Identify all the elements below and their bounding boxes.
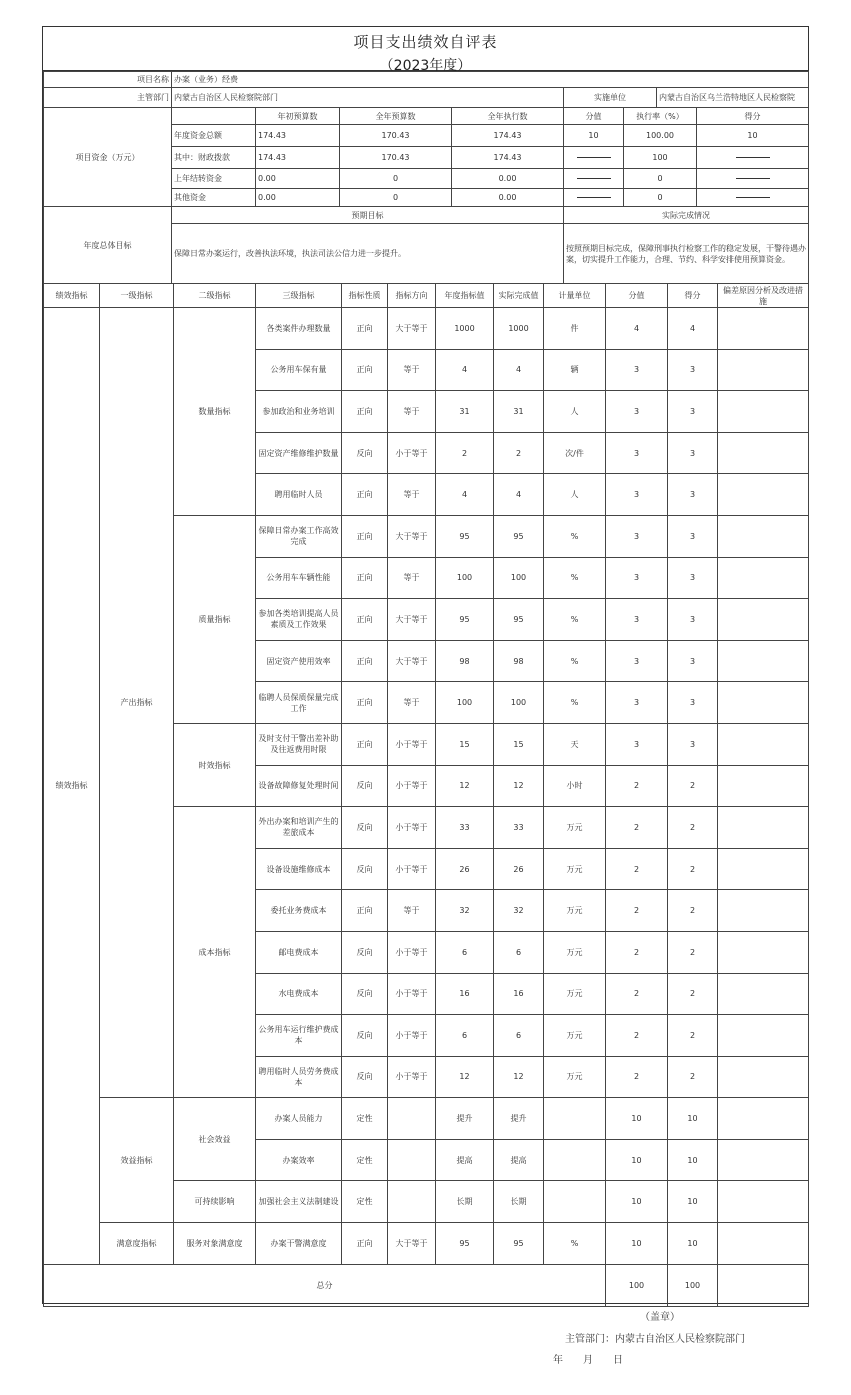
sheet-title	[43, 27, 808, 74]
annual-target: 26	[436, 848, 494, 890]
indicator-header: 二级指标	[174, 284, 256, 308]
annual-target: 提升	[436, 1098, 494, 1140]
score: 2	[606, 973, 668, 1015]
project-name-value: 办案（业务）经费	[172, 72, 809, 88]
level2-indicator: 服务对象满意度	[174, 1223, 256, 1265]
total-label: 总分	[44, 1264, 606, 1306]
indicator-nature: 反向	[342, 432, 388, 474]
indicator-direction: 大于等于	[388, 515, 436, 557]
score: 3	[606, 640, 668, 682]
level1-indicator: 产出指标	[100, 308, 174, 1098]
unit: 人	[544, 391, 606, 433]
actual-value: 100	[494, 557, 544, 599]
unit: %	[544, 1223, 606, 1265]
indicator-header: 指标性质	[342, 284, 388, 308]
level2-indicator: 数量指标	[174, 308, 256, 516]
title-year: （2023年度）	[379, 58, 472, 74]
deviation-note	[718, 308, 809, 350]
indicator-direction: 小于等于	[388, 807, 436, 849]
actual-value: 4	[494, 349, 544, 391]
score: 2	[606, 807, 668, 849]
deviation-note	[718, 1015, 809, 1057]
indicator-direction: 小于等于	[388, 848, 436, 890]
indicator-header: 绩效指标	[44, 284, 100, 308]
level1-indicator: 效益指标	[100, 1098, 174, 1223]
level3-indicator: 参加政治和业务培训	[256, 391, 342, 433]
actual-result-label: 实际完成情况	[564, 207, 809, 224]
unit: %	[544, 557, 606, 599]
indicator-header: 一级指标	[100, 284, 174, 308]
level2-indicator: 质量指标	[174, 515, 256, 723]
deviation-note	[718, 973, 809, 1015]
got-score: 2	[668, 807, 718, 849]
level3-indicator: 参加各类培训提高人员素质及工作效果	[256, 599, 342, 641]
impl-label: 实施单位	[564, 88, 657, 108]
indicator-direction: 小于等于	[388, 723, 436, 765]
actual-value: 32	[494, 890, 544, 932]
actual-value: 33	[494, 807, 544, 849]
level3-indicator: 各类案件办理数量	[256, 308, 342, 350]
indicator-direction: 小于等于	[388, 432, 436, 474]
deviation-note	[718, 640, 809, 682]
unit: 次/件	[544, 432, 606, 474]
funds-header: 得分	[697, 108, 809, 125]
indicator-direction: 小于等于	[388, 1056, 436, 1098]
indicator-direction: 小于等于	[388, 1015, 436, 1057]
funds-cell: 174.43	[256, 125, 340, 147]
evaluation-sheet	[42, 26, 809, 1304]
funds-cell	[697, 169, 809, 189]
funds-cell	[564, 147, 624, 169]
level3-indicator: 公务用车车辆性能	[256, 557, 342, 599]
score: 10	[606, 1098, 668, 1140]
indicator-nature: 反向	[342, 1056, 388, 1098]
indicator-nature: 反向	[342, 848, 388, 890]
indicator-nature: 正向	[342, 682, 388, 724]
score: 10	[606, 1181, 668, 1223]
got-score: 3	[668, 599, 718, 641]
score: 2	[606, 931, 668, 973]
funds-cell: 0	[624, 189, 697, 207]
got-score: 10	[668, 1139, 718, 1181]
actual-value: 26	[494, 848, 544, 890]
indicator-nature: 正向	[342, 349, 388, 391]
level3-indicator: 临聘人员保质保量完成工作	[256, 682, 342, 724]
score: 2	[606, 765, 668, 807]
unit: 万元	[544, 848, 606, 890]
actual-value: 6	[494, 1015, 544, 1057]
actual-value: 95	[494, 515, 544, 557]
got-score: 3	[668, 474, 718, 516]
funds-cell: 0.00	[452, 169, 564, 189]
annual-target: 100	[436, 682, 494, 724]
funds-row-label: 其他资金	[172, 189, 256, 207]
got-score: 2	[668, 890, 718, 932]
score: 4	[606, 308, 668, 350]
unit	[544, 1181, 606, 1223]
indicator-direction: 大于等于	[388, 599, 436, 641]
actual-value: 31	[494, 391, 544, 433]
score: 3	[606, 682, 668, 724]
unit: 万元	[544, 931, 606, 973]
actual-value: 12	[494, 1056, 544, 1098]
score: 2	[606, 1015, 668, 1057]
score: 2	[606, 1056, 668, 1098]
indicator-direction: 大于等于	[388, 640, 436, 682]
unit: 件	[544, 308, 606, 350]
annual-target: 12	[436, 765, 494, 807]
indicator-nature: 正向	[342, 723, 388, 765]
level3-indicator: 保障日常办案工作高效完成	[256, 515, 342, 557]
deviation-note	[718, 1139, 809, 1181]
got-score: 3	[668, 515, 718, 557]
deviation-note	[718, 931, 809, 973]
funds-cell	[697, 189, 809, 207]
indicator-nature: 正向	[342, 391, 388, 433]
level2-indicator: 可持续影响	[174, 1181, 256, 1223]
level1-indicator: 满意度指标	[100, 1223, 174, 1265]
indicator-nature: 定性	[342, 1098, 388, 1140]
annual-target: 4	[436, 474, 494, 516]
deviation-note	[718, 848, 809, 890]
score: 3	[606, 349, 668, 391]
indicator-direction: 等于	[388, 474, 436, 516]
annual-goal-label: 年度总体目标	[44, 207, 172, 284]
level3-indicator: 设备故障修复处理时间	[256, 765, 342, 807]
level3-indicator: 委托业务费成本	[256, 890, 342, 932]
indicator-direction: 等于	[388, 682, 436, 724]
score: 3	[606, 432, 668, 474]
indicator-direction: 等于	[388, 557, 436, 599]
indicator-direction	[388, 1181, 436, 1223]
deviation-note	[718, 474, 809, 516]
score: 3	[606, 391, 668, 433]
actual-result-text: 按照预期目标完成，保障刑事执行检察工作的稳定发展，干警待遇办案，切实提升工作能力，合理、节约、科学安排使用预算资金。	[564, 224, 809, 284]
indicator-nature: 反向	[342, 931, 388, 973]
actual-value: 95	[494, 599, 544, 641]
indicator-header-row	[44, 284, 809, 308]
total-row	[44, 1264, 809, 1306]
funds-header: 执行率（%）	[624, 108, 697, 125]
got-score: 4	[668, 308, 718, 350]
funds-row-label: 上年结转资金	[172, 169, 256, 189]
funds-header: 年初预算数	[256, 108, 340, 125]
funds-cell: 0.00	[256, 189, 340, 207]
indicator-direction: 等于	[388, 890, 436, 932]
indicator-header: 三级指标	[256, 284, 342, 308]
indicator-row	[44, 308, 809, 350]
got-score: 2	[668, 765, 718, 807]
actual-value: 16	[494, 973, 544, 1015]
level3-indicator: 加强社会主义法制建设	[256, 1181, 342, 1223]
indicator-nature: 正向	[342, 474, 388, 516]
unit: 人	[544, 474, 606, 516]
level3-indicator: 聘用临时人员	[256, 474, 342, 516]
got-score: 2	[668, 848, 718, 890]
funds-cell: 10	[697, 125, 809, 147]
score: 3	[606, 599, 668, 641]
indicator-nature: 正向	[342, 515, 388, 557]
got-score: 2	[668, 1015, 718, 1057]
got-score: 3	[668, 349, 718, 391]
funds-header: 全年执行数	[452, 108, 564, 125]
got-score: 10	[668, 1181, 718, 1223]
indicator-nature: 正向	[342, 890, 388, 932]
indicator-direction: 等于	[388, 391, 436, 433]
level3-indicator: 邮电费成本	[256, 931, 342, 973]
got-score: 3	[668, 391, 718, 433]
funds-cell: 174.43	[452, 125, 564, 147]
score: 3	[606, 515, 668, 557]
got-score: 10	[668, 1223, 718, 1265]
footer-date: 年 月 日	[553, 1355, 623, 1366]
annual-target: 32	[436, 890, 494, 932]
unit: 万元	[544, 973, 606, 1015]
deviation-note	[718, 557, 809, 599]
indicator-header: 分值	[606, 284, 668, 308]
indicator-nature: 正向	[342, 308, 388, 350]
level3-indicator: 办案效率	[256, 1139, 342, 1181]
score: 10	[606, 1223, 668, 1265]
indicator-table	[43, 283, 809, 1307]
got-score: 2	[668, 931, 718, 973]
annual-target: 12	[436, 1056, 494, 1098]
annual-target: 31	[436, 391, 494, 433]
expected-goal-text: 保障日常办案运行，改善执法环境，执法司法公信力进一步提升。	[172, 224, 564, 284]
deviation-note	[718, 432, 809, 474]
unit: %	[544, 682, 606, 724]
indicator-nature: 定性	[342, 1139, 388, 1181]
indicator-header: 得分	[668, 284, 718, 308]
got-score: 3	[668, 723, 718, 765]
level3-indicator: 办案干警满意度	[256, 1223, 342, 1265]
annual-target: 1000	[436, 308, 494, 350]
indicator-nature: 反向	[342, 1015, 388, 1057]
indicator-nature: 定性	[342, 1181, 388, 1223]
funds-cell: 10	[564, 125, 624, 147]
actual-value: 15	[494, 723, 544, 765]
funds-cell: 0	[624, 169, 697, 189]
level3-indicator: 固定资产使用效率	[256, 640, 342, 682]
got-score: 3	[668, 432, 718, 474]
deviation-note	[718, 723, 809, 765]
indicator-header: 计量单位	[544, 284, 606, 308]
got-score: 2	[668, 1056, 718, 1098]
deviation-note	[718, 1181, 809, 1223]
funds-header: 分值	[564, 108, 624, 125]
funds-row-label: 其中：财政拨款	[172, 147, 256, 169]
unit	[544, 1098, 606, 1140]
funds-cell: 0.00	[256, 169, 340, 189]
indicator-direction: 等于	[388, 349, 436, 391]
annual-target: 2	[436, 432, 494, 474]
score: 2	[606, 848, 668, 890]
funds-row-label: 年度资金总额	[172, 125, 256, 147]
funds-cell: 0	[340, 169, 452, 189]
actual-value: 95	[494, 1223, 544, 1265]
got-score: 3	[668, 557, 718, 599]
actual-value: 长期	[494, 1181, 544, 1223]
actual-value: 4	[494, 474, 544, 516]
funds-cell: 0	[340, 189, 452, 207]
impl-value: 内蒙古自治区乌兰浩特地区人民检察院	[657, 88, 809, 108]
funds-cell: 100	[624, 147, 697, 169]
indicator-nature: 正向	[342, 557, 388, 599]
deviation-note	[718, 349, 809, 391]
level3-indicator: 固定资产维修维护数量	[256, 432, 342, 474]
unit: %	[544, 640, 606, 682]
annual-target: 6	[436, 931, 494, 973]
indicator-header: 实际完成值	[494, 284, 544, 308]
indicator-direction: 小于等于	[388, 765, 436, 807]
deviation-note	[718, 1098, 809, 1140]
funds-cell: 100.00	[624, 125, 697, 147]
got-score: 10	[668, 1098, 718, 1140]
annual-target: 4	[436, 349, 494, 391]
deviation-note	[718, 682, 809, 724]
level3-indicator: 水电费成本	[256, 973, 342, 1015]
unit: 小时	[544, 765, 606, 807]
dept-value: 内蒙古自治区人民检察院部门	[172, 88, 564, 108]
deviation-note	[718, 1223, 809, 1265]
unit: 万元	[544, 1015, 606, 1057]
indicator-direction: 小于等于	[388, 973, 436, 1015]
level3-indicator: 公务用车运行维护费成本	[256, 1015, 342, 1057]
annual-target: 16	[436, 973, 494, 1015]
indicator-direction: 大于等于	[388, 308, 436, 350]
annual-target: 15	[436, 723, 494, 765]
indicator-direction	[388, 1139, 436, 1181]
level3-indicator: 外出办案和培训产生的差旅成本	[256, 807, 342, 849]
actual-value: 提高	[494, 1139, 544, 1181]
indicator-header: 偏差原因分析及改进措施	[718, 284, 809, 308]
score: 3	[606, 557, 668, 599]
got-score: 3	[668, 640, 718, 682]
annual-target: 95	[436, 599, 494, 641]
funds-table	[43, 71, 809, 284]
indicator-nature: 反向	[342, 765, 388, 807]
indicator-direction: 大于等于	[388, 1223, 436, 1265]
footer-dept: 主管部门：内蒙古自治区人民检察院部门	[565, 1334, 745, 1345]
funds-cell	[564, 169, 624, 189]
dept-label: 主管部门	[44, 88, 172, 108]
total-got: 100	[668, 1264, 718, 1306]
funds-group-label: 项目资金（万元）	[44, 108, 172, 207]
actual-value: 98	[494, 640, 544, 682]
score: 3	[606, 474, 668, 516]
annual-target: 长期	[436, 1181, 494, 1223]
deviation-note	[718, 515, 809, 557]
indicator-row	[44, 1223, 809, 1265]
unit: 天	[544, 723, 606, 765]
actual-value: 2	[494, 432, 544, 474]
got-score: 3	[668, 682, 718, 724]
funds-cell	[697, 147, 809, 169]
funds-cell: 174.43	[452, 147, 564, 169]
title-text: 项目支出绩效自评表	[353, 33, 498, 51]
indicator-nature: 反向	[342, 807, 388, 849]
total-score: 100	[606, 1264, 668, 1306]
level2-indicator: 成本指标	[174, 807, 256, 1098]
funds-cell: 170.43	[340, 125, 452, 147]
indicator-nature: 正向	[342, 640, 388, 682]
actual-value: 6	[494, 931, 544, 973]
deviation-note	[718, 765, 809, 807]
annual-target: 33	[436, 807, 494, 849]
level2-indicator: 时效指标	[174, 723, 256, 806]
indicator-nature: 正向	[342, 1223, 388, 1265]
score: 2	[606, 890, 668, 932]
annual-target: 98	[436, 640, 494, 682]
indicator-header: 年度指标值	[436, 284, 494, 308]
actual-value: 100	[494, 682, 544, 724]
unit: %	[544, 515, 606, 557]
funds-cell: 170.43	[340, 147, 452, 169]
annual-target: 6	[436, 1015, 494, 1057]
level3-indicator: 办案人员能力	[256, 1098, 342, 1140]
unit: 辆	[544, 349, 606, 391]
seal-text: （盖章）	[640, 1312, 680, 1323]
level3-indicator: 设备设施维修成本	[256, 848, 342, 890]
unit: %	[544, 599, 606, 641]
annual-target: 提高	[436, 1139, 494, 1181]
funds-cell: 0.00	[452, 189, 564, 207]
funds-header: 全年预算数	[340, 108, 452, 125]
unit: 万元	[544, 890, 606, 932]
deviation-note	[718, 599, 809, 641]
funds-cell	[564, 189, 624, 207]
total-note	[718, 1264, 809, 1306]
score: 3	[606, 723, 668, 765]
unit: 万元	[544, 1056, 606, 1098]
funds-cell: 174.43	[256, 147, 340, 169]
score: 10	[606, 1139, 668, 1181]
indicator-row	[44, 1098, 809, 1140]
project-name-label: 项目名称	[44, 72, 172, 88]
got-score: 2	[668, 973, 718, 1015]
expected-goal-label: 预期目标	[172, 207, 564, 224]
unit: 万元	[544, 807, 606, 849]
perf-indicator-label: 绩效指标	[44, 308, 100, 1265]
indicator-direction	[388, 1098, 436, 1140]
indicator-nature: 反向	[342, 973, 388, 1015]
indicator-direction: 小于等于	[388, 931, 436, 973]
actual-value: 提升	[494, 1098, 544, 1140]
indicator-header: 指标方向	[388, 284, 436, 308]
actual-value: 12	[494, 765, 544, 807]
level3-indicator: 及时支付干警出差补助及往返费用时限	[256, 723, 342, 765]
annual-target: 95	[436, 1223, 494, 1265]
deviation-note	[718, 391, 809, 433]
level3-indicator: 聘用临时人员劳务费成本	[256, 1056, 342, 1098]
unit	[544, 1139, 606, 1181]
deviation-note	[718, 1056, 809, 1098]
deviation-note	[718, 890, 809, 932]
level2-indicator: 社会效益	[174, 1098, 256, 1181]
annual-target: 100	[436, 557, 494, 599]
annual-target: 95	[436, 515, 494, 557]
level3-indicator: 公务用车保有量	[256, 349, 342, 391]
deviation-note	[718, 807, 809, 849]
actual-value: 1000	[494, 308, 544, 350]
indicator-nature: 正向	[342, 599, 388, 641]
